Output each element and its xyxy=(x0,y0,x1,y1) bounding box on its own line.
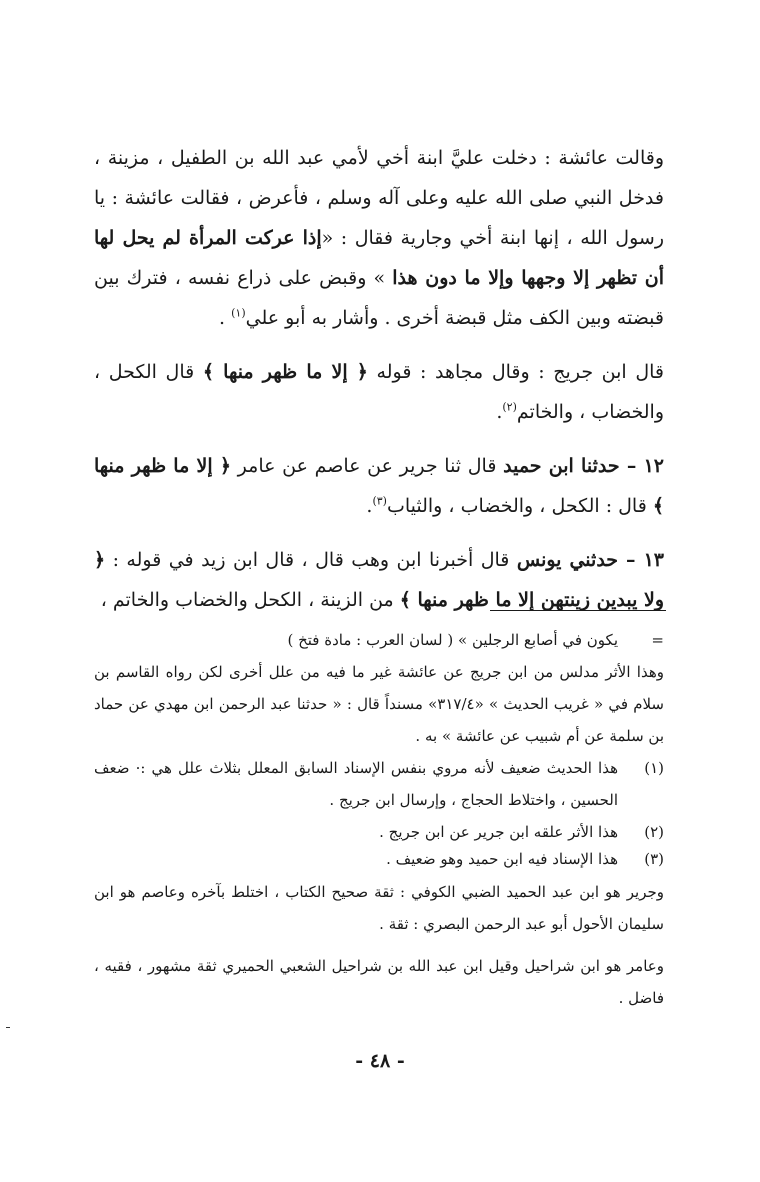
footnote-note-2: وعامر هو ابن شراحيل وقيل ابن عبد الله بن شراحيل الشعبي الحميري ثقة مشهور ، فقيه ، فاضل . xyxy=(94,957,664,1007)
text-run: قال ثنا جرير عن عاصم عن عامر xyxy=(231,455,504,477)
main-text xyxy=(94,138,664,620)
text-run: من الزينة ، الكحل والخضاب والخاتم ، xyxy=(100,589,400,611)
text-run: . xyxy=(496,401,503,423)
footnote-3 xyxy=(94,843,664,875)
footnote-ref: (١) xyxy=(231,306,246,320)
quran-quote: ﴿ ولا يبدين زينتهن إلا ما ظهر منها ﴾ xyxy=(94,549,664,611)
quran-quote: ﴿ إلا ما ظهر منها ﴾ xyxy=(94,455,664,517)
footnote-number: (٢) xyxy=(644,823,664,841)
text-run: قال ابن جريج : وقال مجاهد : قوله xyxy=(367,361,664,383)
narration-number: ١٣ – حدثني يونس xyxy=(516,549,664,571)
footnote-ref: (٢) xyxy=(502,400,517,414)
footnote-text: هذا الأثر علقه ابن جرير عن ابن جريج . xyxy=(379,823,618,841)
footnote-continuation-line: يكون في أصابع الرجلين » ( لسان العرب : مادة فتخ ) xyxy=(287,631,618,649)
text-run: وقالت عائشة : دخلت عليَّ ابنة أخي لأمي عبد الله بن الطفيل ، مزينة ، فدخل النبي صلى الله عليه وعلى آله وسلم ، فأعرض ، فقالت عائشة : يا رسول الله ، إنها ابنة أخي وجارية فقال : « xyxy=(94,147,664,249)
text-run: قال أخبرنا ابن وهب قال ، قال ابن زيد في قوله : xyxy=(105,549,517,571)
footnote-number: (٣) xyxy=(644,850,664,868)
paragraph-4 xyxy=(94,540,664,620)
footnote-text: هذا الإسناد فيه ابن حميد وهو ضعيف . xyxy=(386,850,618,868)
footnote-continuation: وهذا الأثر مدلس من ابن جريج عن عائشة غير ما فيه من علل أخرى لكن رواه القاسم بن سلام في « غريب الحديث » «٣١٧/٤» مسنداً قال : « حدثنا عبد الرحمن ابن مهدي عن حماد بن سلمة عن أم شبيب عن عائشة » به . xyxy=(94,663,665,745)
edge-mark xyxy=(6,1027,10,1028)
paragraph-3 xyxy=(94,446,664,526)
hadith-quote: إذا عركت المرأة لم يحل لها أن تظهر إلا وجهها وإلا ما دون هذا xyxy=(94,227,665,289)
paragraph-1 xyxy=(94,138,664,338)
footnote-text: هذا الحديث ضعيف لأنه مروي بنفس الإسناد السابق المعلل بثلاث علل هي :· ضعف الحسين ، واختلاط الحجاج ، وإرسال ابن جريج . xyxy=(94,759,618,809)
quran-quote: ﴿ إلا ما ظهر منها ﴾ xyxy=(202,361,368,383)
footnote-number: (١) xyxy=(644,759,664,777)
text-run: » وقبض على ذراع نفسه ، فترك بين قبضته وبين الكف مثل قبضة أخرى . وأشار به أبو علي xyxy=(94,267,664,329)
page-number: - ٤٨ - xyxy=(355,1050,405,1072)
narration-number: ١٢ – حدثنا ابن حميد xyxy=(503,455,664,477)
footnote-divider xyxy=(490,610,666,611)
footnote-note-1: وجرير هو ابن عبد الحميد الضبي الكوفي : ثقة صحيح الكتاب ، اختلط بآخره وعاصم هو ابن سليمان الأحول أبو عبد الرحمن البصري : ثقة . xyxy=(94,883,664,933)
text-run: قال الكحل ، والخضاب ، والخاتم xyxy=(94,361,664,423)
text-run: . xyxy=(219,307,232,329)
text-run: . xyxy=(366,495,373,517)
footnote-ref: (٣) xyxy=(372,494,387,508)
text-run: قال : الكحل ، والخضاب ، والثياب xyxy=(386,495,653,517)
footnote-1 xyxy=(94,752,664,816)
continuation-mark: = xyxy=(651,631,664,649)
paragraph-2 xyxy=(94,352,664,432)
